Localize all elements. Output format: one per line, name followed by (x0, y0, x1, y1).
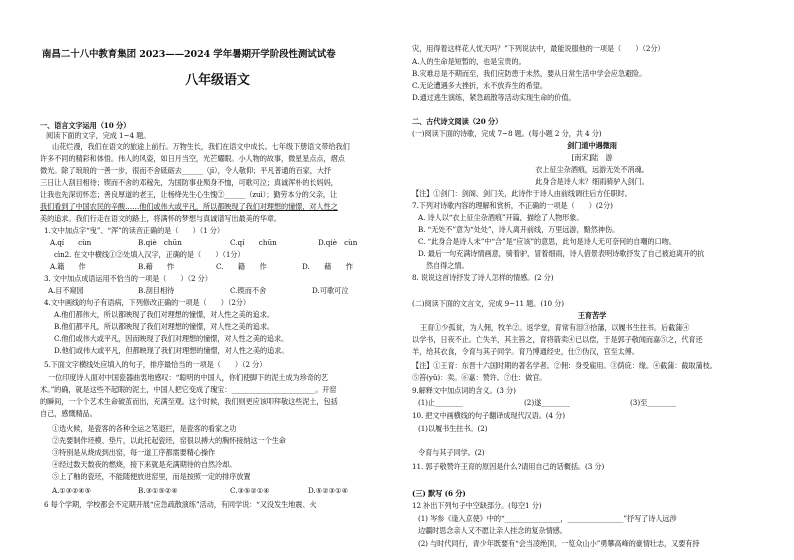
poem-intro: (一)阅读下面的诗歌，完成 7~8 题。(每小题 2 分，共 4 分) (412, 129, 602, 138)
q7-option: C. “此身合是诗人未”中“合”是“应该”的意思，此句是诗人无可奈何的自嘲的口吻。 (418, 237, 676, 246)
question-6: 6 每个学期，学校都会不定期开展“应急疏散演练”活动，有同学说：“又没发生地震、火 (44, 500, 317, 509)
q4-option: C.他们或伟大或平凡，因而映现了我们对理想的憧憬，对人性之美的追求。 (54, 334, 289, 343)
q9-item-3: (3)至________ (630, 398, 677, 407)
q3-option-c: C.锲而不舍 (230, 286, 267, 295)
section-1-heading: 一、语言文字运用（10 分） (40, 121, 131, 130)
exam-title: 南昌二十八中教育集团 2023——2024 学年暑期开学阶段性测试试卷 (42, 49, 336, 60)
q4-option: A.他们都伟大，所以都映现了我们对理想的憧憬，对人性之美的追求。 (54, 310, 274, 319)
passage-line: 我们看到了中国农民的辛酸……他们或伟大或平凡，所以都映现了我们对理想的憧憬，对人性之 (40, 202, 338, 211)
poem-author: [南宋]陆 游 (571, 153, 613, 162)
question-4: 4.文中画线的句子有语病，下列修改正确的一项是（ ）（2分） (44, 298, 250, 307)
q10-item: (1)以履书生拄书。(2) (418, 424, 488, 433)
q5-option-a: A.①③②④⑤ (52, 486, 91, 495)
prose-line: 羊，给其衣食，令育与其子同学。育乃博通经史，仕⑦伪汉，官至太傅。 (412, 347, 639, 356)
q6-option: D.通过逃生演练，紧急疏散等活动实现生命的价值。 (412, 93, 576, 102)
prose-line: 以学书，日夜不止。亡失羊，其主笞之，育将箭卖④已以偿，于是郭子敬闻而嘉⑤之，代育还 (412, 335, 703, 344)
q3-option-d: D.可歌可泣 (312, 286, 349, 295)
q9-item-2: (2)遂________ (524, 398, 571, 407)
section-2-heading: 二、古代诗文阅读（20 分） (412, 117, 503, 126)
q5-text-line: 的瞬间，一个个艺术生命破茧而出，充满至观。这个时候，我们则更应该叩拜敬这些泥土，包括 (40, 397, 338, 406)
q5-text-line: 术。”的确，就是这些不起眼的泥土，中国人把它变成了瑰宝：________________________。开窑 (40, 385, 337, 394)
q7-option: A. 诗人以“衣上征尘杂酒痕”开篇，描绘了人物形象。 (418, 213, 584, 222)
q3-option-a: A.目不窥园 (48, 286, 84, 295)
prose-note: 【注】①王育：东晋十六国时期的著名学者。②佣：身受雇用。③荫庇：缘。④截蒲：截取蒲枝。 (412, 361, 717, 370)
q5-text-line: 自己，感慨精品。 (40, 409, 97, 418)
q5-item: ②先要制作坯模、垫片，以此托起瓷坯，窑很以搏大的胸怀接纳这一个生命 (52, 436, 286, 445)
question-11: 11. 郭子敬赞许王育的原因是什么?请用自己的话概括。(3 分) (412, 462, 605, 471)
q10-item: 令育与其子同学。(2) (418, 448, 485, 457)
q2-option-b: B.藉 怍 (138, 262, 175, 271)
q12-line: (2) 与时代同行，青少年既要有“会当凌绝顶，一览众山小”勇攀高峰的豪情壮志，又要有持 (418, 539, 700, 548)
passage-line: 让我也先深切怀恋；善良厚道的老王，让杨绛先生心生愧②______（zuì）；勤劳本分的父亲，让 (40, 190, 338, 199)
q1-option-d: D.qiè cùn (318, 238, 358, 247)
prose-title: 王育苦学 (577, 311, 607, 320)
q3-option-b: B.刮目相待 (138, 286, 175, 295)
question-7: 7.下列对诗歌内容的理解和赏析，不正确的一项是（ ）(2分) (412, 201, 613, 210)
question-12: 12 补出下列句子中空缺部分。(每空1 分) (412, 501, 542, 510)
poem-line: 此身合是诗人未？细雨骑驴入剑门。 (535, 177, 649, 186)
q5-item: ①选火候，是瓷客的各种全运之笔退拦，是瓷客的看家之功 (52, 424, 237, 433)
passage-line: 许多不同的精彩和体悟。伟人的风姿，如日月当空，光芒耀眼。小人物的故事，微星星点点，熠点 (40, 154, 345, 163)
q4-option: D.他们或伟大或平凡，但都映现了我们对理想的憧憬，对人性之美的追求。 (54, 346, 289, 355)
q2-option-c: C. 籍 作 (216, 262, 267, 271)
section-3-heading: (三) 默写 (6 分) (412, 489, 466, 498)
q2-option-a: A.籍 作 (50, 262, 86, 271)
q12-line: (1) 岑参《逢入京使》中的“________________，________________”抒写了诗人远涉 (418, 514, 677, 523)
q1-option-c: C.qí chūn (230, 238, 277, 247)
q1-options: A.qí cùn (50, 238, 92, 247)
passage-line: 三日让人刮目相待；锲而不舍的邓稼先，为国防事业殒身不恤，可歌可泣；真诚浑朴的长妈妈， (40, 178, 338, 187)
question-3: 3. 文中加点成语运用不恰当的一项是（ ）（2 分） (44, 274, 212, 283)
q7-option: B. “无处不”意为“处处”，诗人离开前线，万里远游，黯然神伤。 (418, 225, 620, 234)
question-5: 5.下面文字横线处应填入的句子，排序最恰当的一项是（ ）（2 分） (44, 360, 267, 369)
q6-option: A.人的生命是短暂的，也是宝贵的。 (412, 57, 526, 66)
q5-item: ⑤上了釉的瓷坯，不能随便放进窑里，而是按照一定的排序放置 (52, 472, 251, 481)
q6-continuation: 灾，用得着这样花人忧天吗？”下列说法中，最能说服他的一项是（ ）（2分） (412, 44, 665, 53)
prose-note: ⑤笞(yǔ)：卖。⑥嘉：赞许。⑦仕：做官。 (412, 373, 547, 382)
question-1: 1.文中加点字“曳”、“浑”的读音正确的是（ ）（1 分） (44, 226, 224, 235)
prose-line: 王育①少孤贫，为人佣，牧羊②。返学堂，育常有泪③拾藩，以履书生拄书。后截蒲④ (420, 323, 690, 332)
q7-option-cont: 然自得之情。 (426, 261, 469, 270)
poem-line: 衣上征尘杂酒痕，远游无处不消魂。 (535, 165, 649, 174)
passage-line: 微光。除了琅琅的一善一步，很而不舍砥砺去______（jī），令人敬仰；平凡普通的百家，大抒 (40, 166, 332, 175)
q1-option-b: B.qiè chūn (138, 238, 182, 247)
q9-item-1: (1)止________ (418, 398, 463, 407)
grade-subject: 八年级语文 (185, 73, 250, 88)
q5-item: ④经过数天数夜的燃烧，接下来就是充满期待的自然冷却。 (52, 460, 237, 469)
q7-option: D. 最后一句充满诗情画意，骑着驴，冒着细雨，诗人借景表明诗歌抒发了自己被迫离开的抗 (418, 249, 705, 258)
passage-line: 美的追求。我们行走在语文的路上，将满怀的梦想与真诚谱写出最美的华章。 (40, 214, 281, 223)
q5-option-b: B.③①⑤②④ (138, 486, 178, 495)
poem-note: 【注】①剑门：剑阁、剑门关，此诗作于诗人由前线调往后方任职时。 (412, 189, 632, 198)
question-10: 10. 把文中画横线的句子翻译成现代汉语。(4 分) (412, 411, 565, 420)
question-2: cìn2. 在文中横线①②处填入汉字，正确的是（ ）（1分） (54, 250, 245, 259)
question-9: 9.解释文中加点词的含义。(3 分) (412, 386, 516, 395)
prose-intro: (二)阅读下面的文言文，完成 9~11 题。(10 分) (412, 299, 564, 308)
section-1-intro: 阅读下面的文字，完成 1~4 题。 (46, 131, 151, 140)
passage-line: 山花烂漫，我们在语文的旅途上前行。万物生长，我们在语文中成长。七年级下册语文带给我们 (52, 142, 350, 151)
q5-item: ③特别是从烧成到出窑，每一道工序都需要精心操作 (52, 448, 216, 457)
q5-option-d: D.⑤②③①④ (308, 486, 349, 495)
question-8: 8. 说说这首诗抒发了诗人怎样的情感。(2 分) (412, 273, 554, 282)
q2-option-d: D. 藉 怍 (302, 262, 353, 271)
q5-text-line: 一位印度诗人面对中国瓷器曲衷地感叹：“聪明的中国人，你们使脚下的泥土成为珍奇的艺 (48, 373, 328, 382)
q4-option: B.他们都平凡，所以都映现了我们对理想的憧憬，对人性之美的追求。 (54, 322, 274, 331)
q12-line: 边疆时思念亲人又不愿让亲人挂念的复杂情感。 (418, 526, 567, 535)
q6-option: B.灾难总是不期而至，我们应防患于未然，要从日常生活中学会应急避险。 (412, 69, 647, 78)
poem-title: 剑门道中遇微雨 (567, 141, 617, 150)
q6-option: C.无论遭遇多大挫折，永不放弃生的希望。 (412, 81, 547, 90)
q5-option-c: C.③⑤②①④ (230, 486, 270, 495)
